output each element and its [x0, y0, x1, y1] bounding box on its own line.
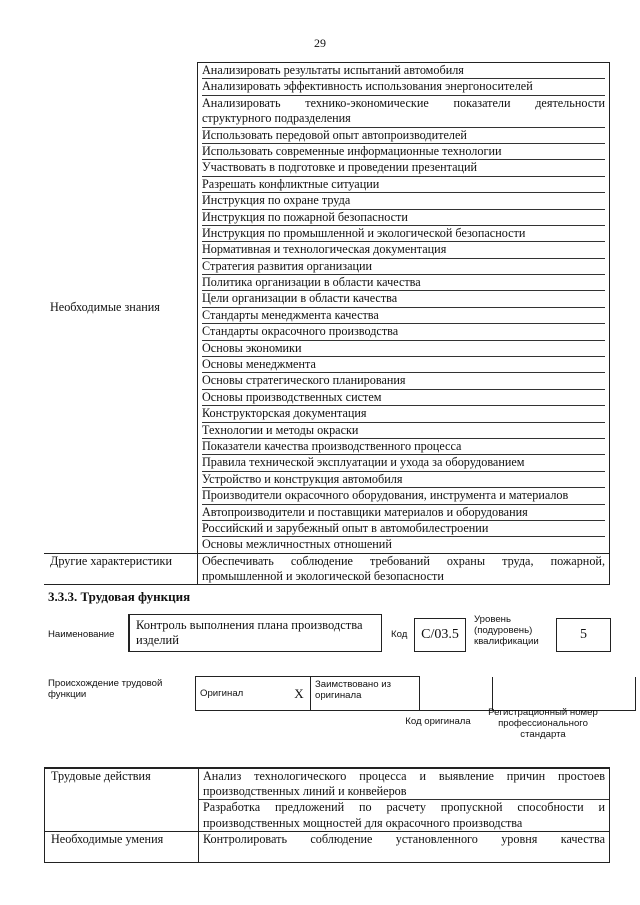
name-value: Контроль выполнения плана производства изделий [128, 614, 382, 652]
knowledge-item: Стандарты окрасочного производства [202, 324, 605, 340]
other-line: Обеспечивать соблюдение требований охраны труда, пожарной, [202, 553, 605, 568]
knowledge-item: Анализировать эффективность использования энергоносителей [202, 79, 605, 95]
name-label: Наименование [48, 629, 115, 640]
action-item [199, 769, 609, 800]
level-label: Уровень (подуровень) квалификации [474, 614, 539, 647]
knowledge-label: Необходимые знания [44, 63, 198, 554]
knowledge-list [198, 63, 610, 554]
knowledge-item-line: Анализировать технико-экономические показатели деятельности [202, 95, 605, 110]
knowledge-item: Автопроизводители и поставщики материалов и оборудования [202, 505, 605, 521]
knowledge-item: Основы межличностных отношений [202, 537, 392, 552]
actions-table [44, 767, 610, 863]
skills-text [199, 831, 610, 862]
level-value: 5 [556, 618, 611, 652]
knowledge-item: Устройство и конструкция автомобиля [202, 472, 605, 488]
origin-grid [195, 676, 636, 711]
knowledge-item [202, 96, 605, 111]
code-original-caption: Код оригинала [405, 716, 471, 727]
original-label: Оригинал [196, 677, 289, 711]
knowledge-item: Стандарты менеджмента качества [202, 308, 605, 324]
knowledge-item: Стратегия развития организации [202, 259, 605, 275]
knowledge-item: Основы менеджмента [202, 357, 605, 373]
code-original-cell [420, 677, 493, 711]
knowledge-item: Анализировать результаты испытаний автомобиля [202, 63, 605, 79]
page-number: 29 [314, 36, 326, 50]
original-mark: X [288, 677, 311, 711]
actions-list [199, 768, 610, 831]
knowledge-item: Использовать передовой опыт автопроизводителей [202, 128, 605, 144]
code-label: Код [391, 629, 408, 640]
section-title: 3.3.3. Трудовая функция [48, 589, 191, 604]
knowledge-item: Конструкторская документация [202, 406, 605, 422]
knowledge-item: Основы производственных систем [202, 390, 605, 406]
knowledge-item: Технологии и методы окраски [202, 423, 605, 439]
knowledge-item: Политика организации в области качества [202, 275, 605, 291]
knowledge-item: Российский и зарубежный опыт в автомобилестроении [202, 521, 605, 537]
regnum-caption: Регистрационный номер профессионального стандарта [488, 707, 598, 740]
knowledge-item: Инструкция по пожарной безопасности [202, 210, 605, 226]
other-text [198, 553, 610, 584]
regnum-cell [493, 677, 636, 711]
other-label: Другие характеристики [44, 553, 198, 584]
skills-line: Контролировать соблюдение установленного уровня качества [203, 831, 605, 846]
knowledge-item: Показатели качества производственного процесса [202, 439, 605, 455]
knowledge-item: Участвовать в подготовке и проведении презентаций [202, 160, 605, 176]
knowledge-item: Цели организации в области качества [202, 291, 605, 307]
action-item [199, 800, 609, 830]
knowledge-item: Нормативная и технологическая документация [202, 242, 605, 258]
knowledge-item: структурного подразделения [202, 111, 605, 127]
borrowed-label: Заимствовано из оригинала [311, 677, 420, 711]
knowledge-item: Инструкция по промышленной и экологической безопасности [202, 226, 605, 242]
knowledge-item: Инструкция по охране труда [202, 193, 605, 209]
knowledge-item: Основы стратегического планирования [202, 373, 605, 389]
other-line: промышленной и экологической безопасности [202, 568, 444, 583]
skills-label: Необходимые умения [45, 831, 199, 862]
actions-label: Трудовые действия [45, 768, 199, 831]
code-value: C/03.5 [414, 618, 466, 652]
action-line: Анализ технологического процесса и выявление причин простоев [203, 769, 605, 783]
knowledge-item: Основы экономики [202, 341, 605, 357]
knowledge-table [44, 62, 610, 585]
knowledge-item: Разрешать конфликтные ситуации [202, 177, 605, 193]
action-line: производственных мощностей для окрасочного производства [203, 815, 523, 830]
action-line: производственных линий и конвейеров [203, 784, 407, 799]
action-line: Разработка предложений по расчету пропускной способности и [203, 800, 605, 815]
origin-label: Происхождение трудовой функции [48, 678, 163, 700]
knowledge-item: Производители окрасочного оборудования, инструмента и материалов [202, 488, 605, 504]
knowledge-item: Правила технической эксплуатации и ухода за оборудованием [202, 455, 605, 471]
knowledge-item: Использовать современные информационные технологии [202, 144, 605, 160]
